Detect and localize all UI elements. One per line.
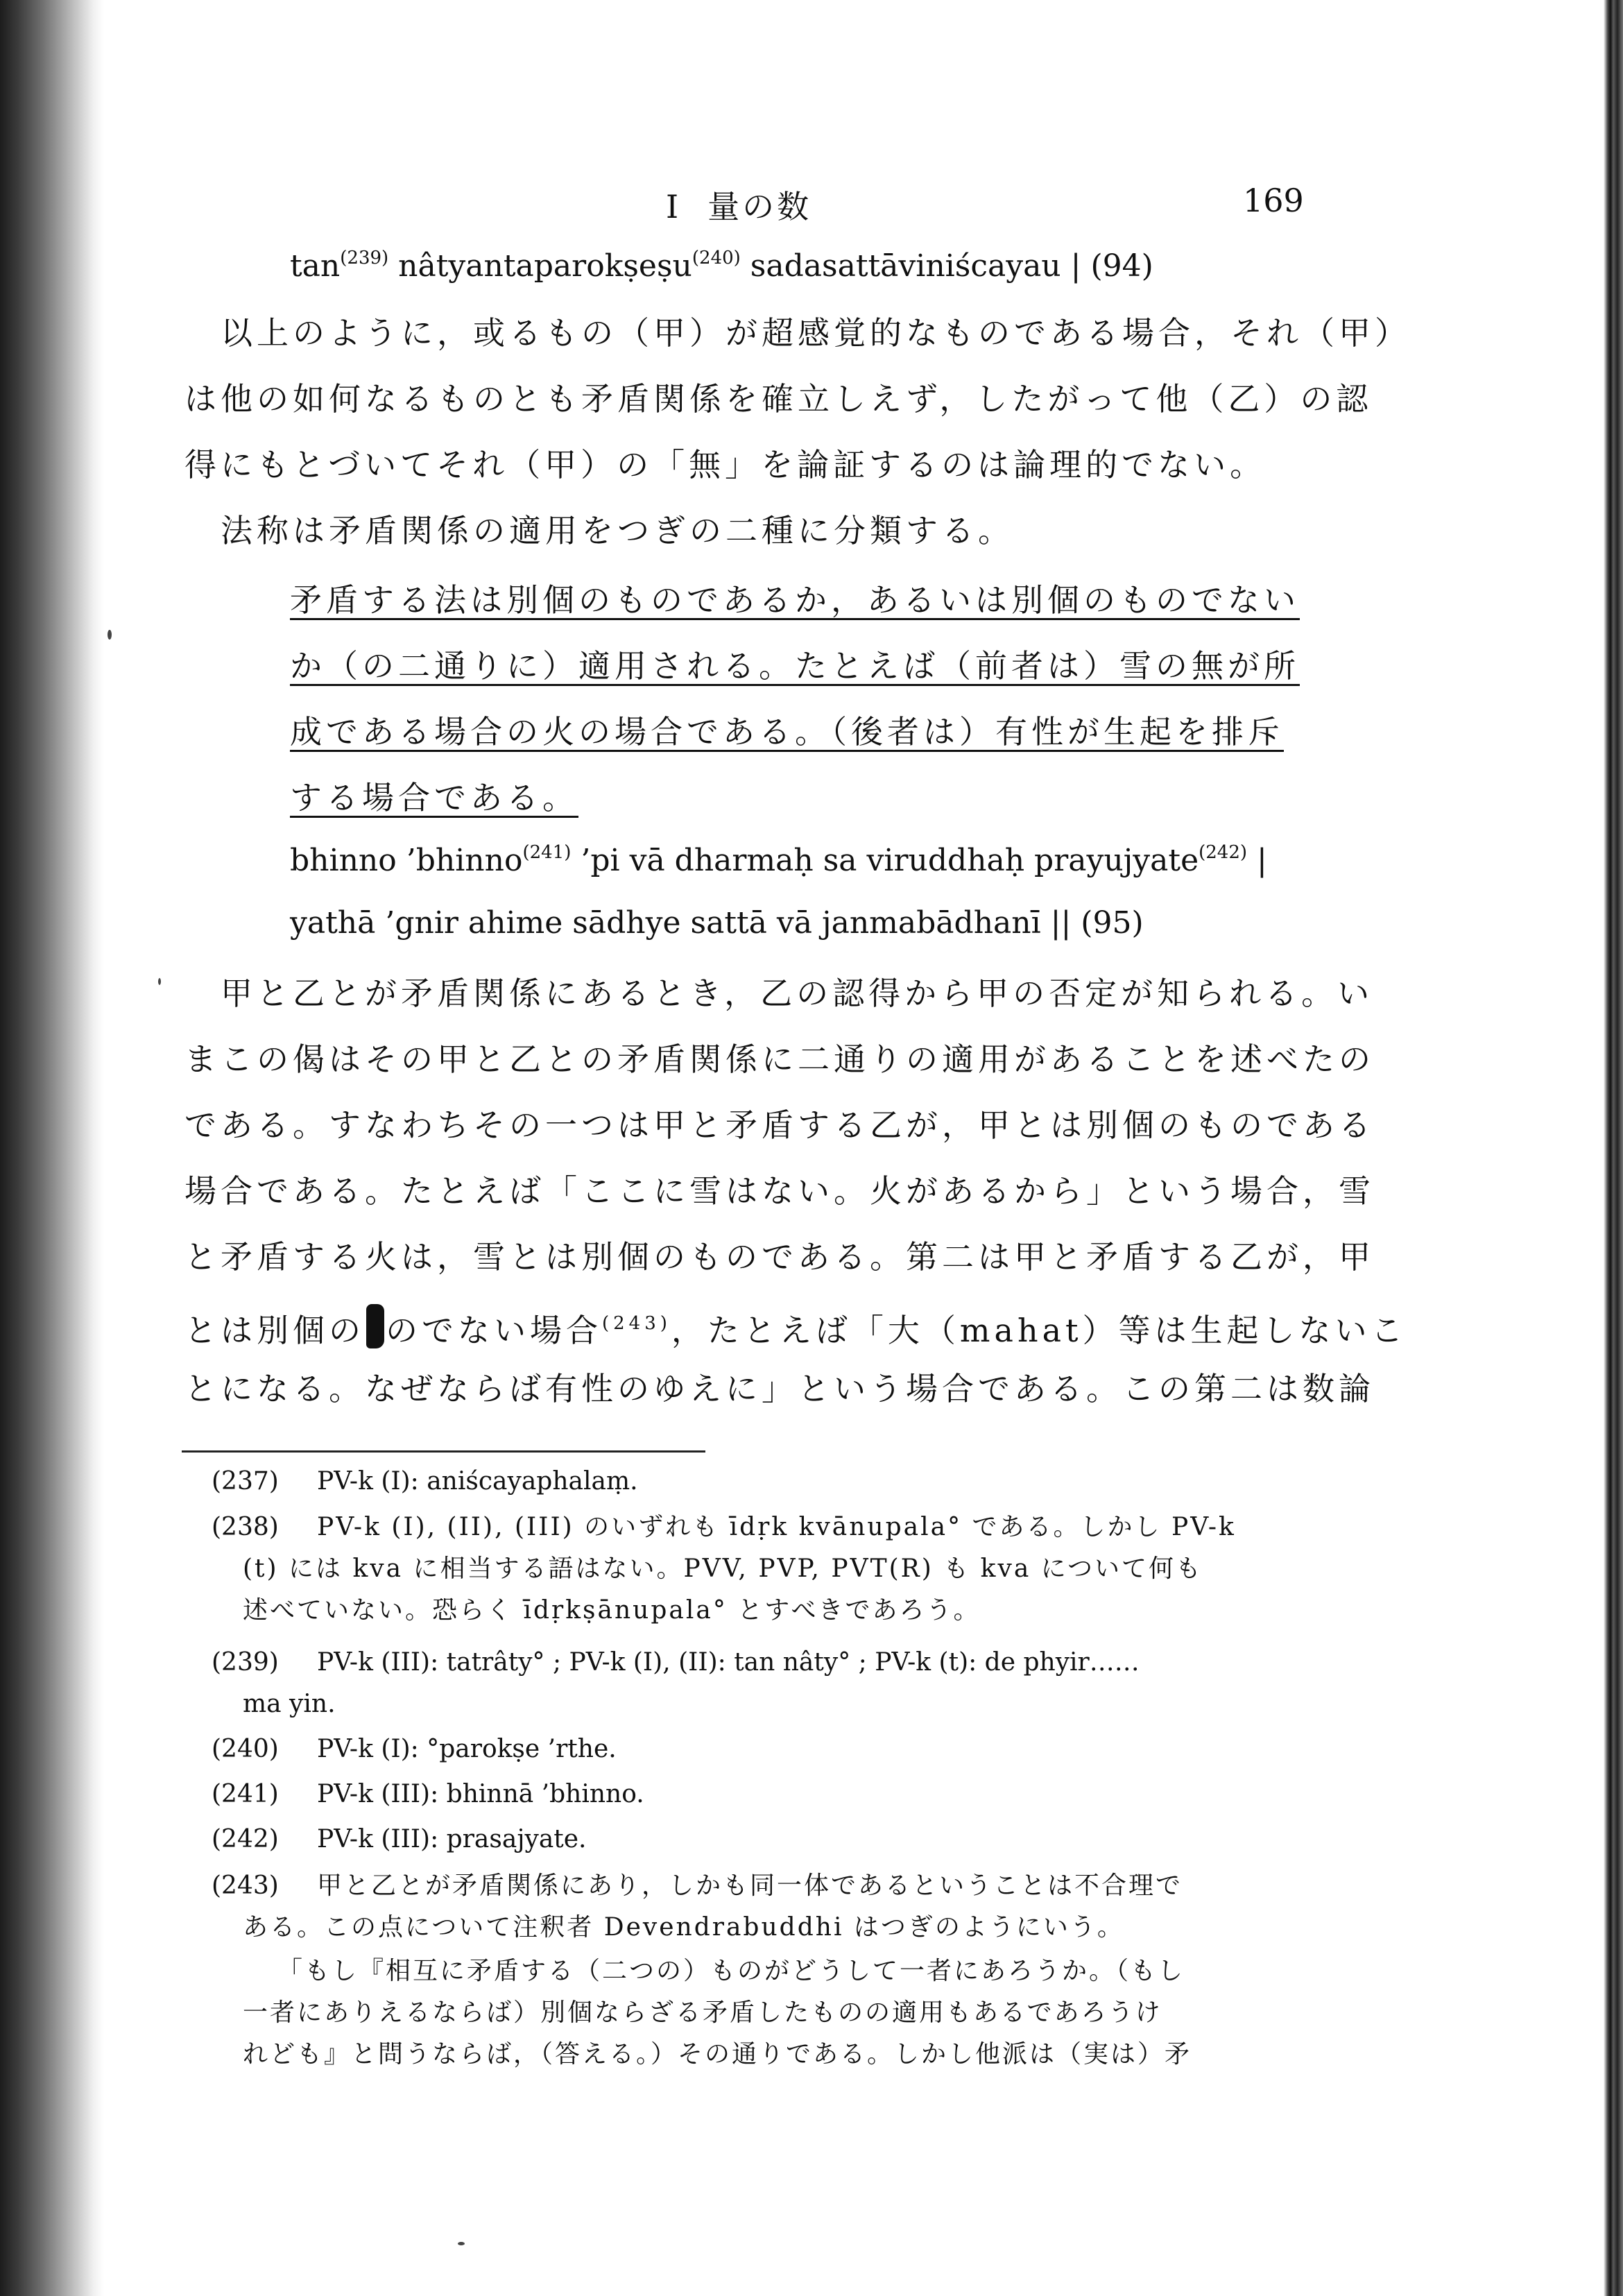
paragraph-text: とは別個の [184, 1312, 365, 1349]
footnote-text: PV-k (I): aniścayaphalaṃ. [317, 1467, 638, 1496]
verse-text: ’pi vā dharmaḥ sa viruddhaḥ prayujyate [571, 843, 1199, 878]
footnote-number: (241) [212, 1780, 279, 1808]
footnote-238-line-2: (t) には kva に相当する語はない。PVV, PVP, PVT(R) も kva について何も [243, 1554, 1203, 1583]
paragraph-line: 場合である。たとえば「ここに雪はない。火があるから」という場合，雪 [184, 1172, 1375, 1210]
footnote-243-quote-2: 一者にありえるならば）別個ならざる矛盾したものの適用もあるであろうけ [243, 1998, 1162, 2027]
verse-text: bhinno ’bhinno [290, 843, 523, 878]
paragraph-line: は他の如何なるものとも矛盾関係を確立しえず，したがって他（乙）の認 [184, 380, 1373, 418]
running-title [666, 182, 812, 228]
translation-line: 矛盾する法は別個のものであるか，あるいは別個のものでない [290, 581, 1300, 619]
footnote-238-line-3: 述べていない。恐らく īdṛkṣānupala° とすべきであろう。 [243, 1596, 981, 1625]
page-number: 169 [1243, 182, 1304, 219]
footnote-ref: (243) [602, 1313, 671, 1334]
footnote-number: (243) [212, 1871, 279, 1900]
footnote-text: PV-k (I): °parokṣe ’rthe. [317, 1735, 617, 1763]
paragraph-line: まこの偈はその甲と乙との矛盾関係に二通りの適用があることを述べたの [184, 1040, 1375, 1078]
footnote-ref: (241) [522, 842, 572, 863]
footnote-number: (240) [212, 1735, 279, 1763]
verse-text: | [1247, 843, 1267, 878]
chapter-title: 量の数 [707, 188, 812, 225]
verse-95-line-2: yathā ’gnir ahime sādhye sattā vā janmabādhanī || (95) [290, 905, 1144, 941]
footnote-239-line-2: ma yin. [243, 1690, 336, 1718]
footnote-243-quote-3: れども』と問うならば，（答える。）その通りである。しかし他派は（実は）矛 [243, 2040, 1192, 2068]
footnote-number: (237) [212, 1467, 279, 1496]
footnote-number: (238) [212, 1513, 279, 1541]
footnote-text: PV-k (I), (II), (III) のいずれも īdṛk kvānupala° である。しかし PV-k [317, 1513, 1236, 1541]
verse-text: tan [290, 248, 341, 284]
chapter-roman: I [666, 188, 682, 225]
paragraph-line: 法称は矛盾関係の適用をつぎの二種に分類する。 [221, 512, 1014, 549]
footnote-text: 甲と乙とが矛盾関係にあり，しかも同一体であるということは不合理で [317, 1871, 1183, 1900]
paragraph-line: と矛盾する火は，雪とは別個のものである。第二は甲と矛盾する乙が，甲 [184, 1238, 1375, 1276]
footnote-242 [212, 1824, 587, 1854]
scan-speck [108, 630, 112, 640]
paragraph-line: 得にもとづいてそれ（甲）の「無」を論証するのは論理的でない。 [184, 446, 1266, 483]
footnote-237 [212, 1466, 638, 1496]
footnote-238 [212, 1512, 1236, 1542]
ink-smudge [366, 1304, 384, 1348]
translation-line: 成である場合の火の場合である。（後者は）有性が生起を排斥 [290, 713, 1284, 751]
footnote-243 [212, 1871, 1183, 1901]
footnote-text: PV-k (III): bhinnā ’bhinno. [317, 1780, 644, 1808]
footnote-243-line-2: ある。この点について注釈者 Devendrabuddhi はつぎのようにいう。 [243, 1913, 1124, 1942]
running-header [0, 182, 1623, 230]
scan-speck [458, 2242, 465, 2245]
verse-95-line-1 [290, 843, 1267, 880]
footnote-text: PV-k (III): prasajyate. [317, 1825, 587, 1853]
paragraph-line: とになる。なぜならば有性のゆえに」という場合である。この第二は数論 [184, 1370, 1375, 1407]
paragraph-text: のでない場合 [386, 1312, 602, 1349]
verse-text: nâtyantaparokṣeṣu [388, 248, 692, 284]
footnote-241 [212, 1779, 644, 1809]
translation-line: か（の二通りに）適用される。たとえば（前者は）雪の無が所 [290, 647, 1300, 685]
footnote-text: PV-k (III): tatrâty° ; PV-k (I), (II): tan nâty° ; PV-k (t): de phyir…… [317, 1648, 1140, 1677]
verse-text: sadasattāviniścayau | (94) [740, 248, 1153, 284]
paragraph-text: ，たとえば「大（mahat）等は生起しないこ [671, 1312, 1407, 1349]
paragraph-line: 以上のように，或るもの（甲）が超感覚的なものである場合，それ（甲） [221, 314, 1411, 352]
footnote-239 [212, 1647, 1140, 1677]
footnote-number: (239) [212, 1648, 279, 1677]
verse-94 [290, 248, 1153, 285]
footnote-separator [182, 1450, 705, 1453]
scan-speck [158, 978, 161, 985]
footnote-ref: (240) [692, 248, 741, 268]
paragraph-line: 甲と乙とが矛盾関係にあるとき，乙の認得から甲の否定が知られる。い [221, 975, 1374, 1012]
footnote-240 [212, 1734, 617, 1764]
footnote-ref: (239) [340, 248, 389, 268]
paragraph-line: である。すなわちその一つは甲と矛盾する乙が，甲とは別個のものである [184, 1106, 1375, 1144]
footnote-243-quote-1: 「もし『相互に矛盾する（二つの）ものがどうして一者にあろうか。（もし [277, 1957, 1185, 1985]
translation-line: する場合である。 [290, 779, 578, 816]
footnote-ref: (242) [1199, 842, 1248, 863]
footnote-number: (242) [212, 1825, 279, 1853]
paragraph-line [184, 1304, 1407, 1350]
